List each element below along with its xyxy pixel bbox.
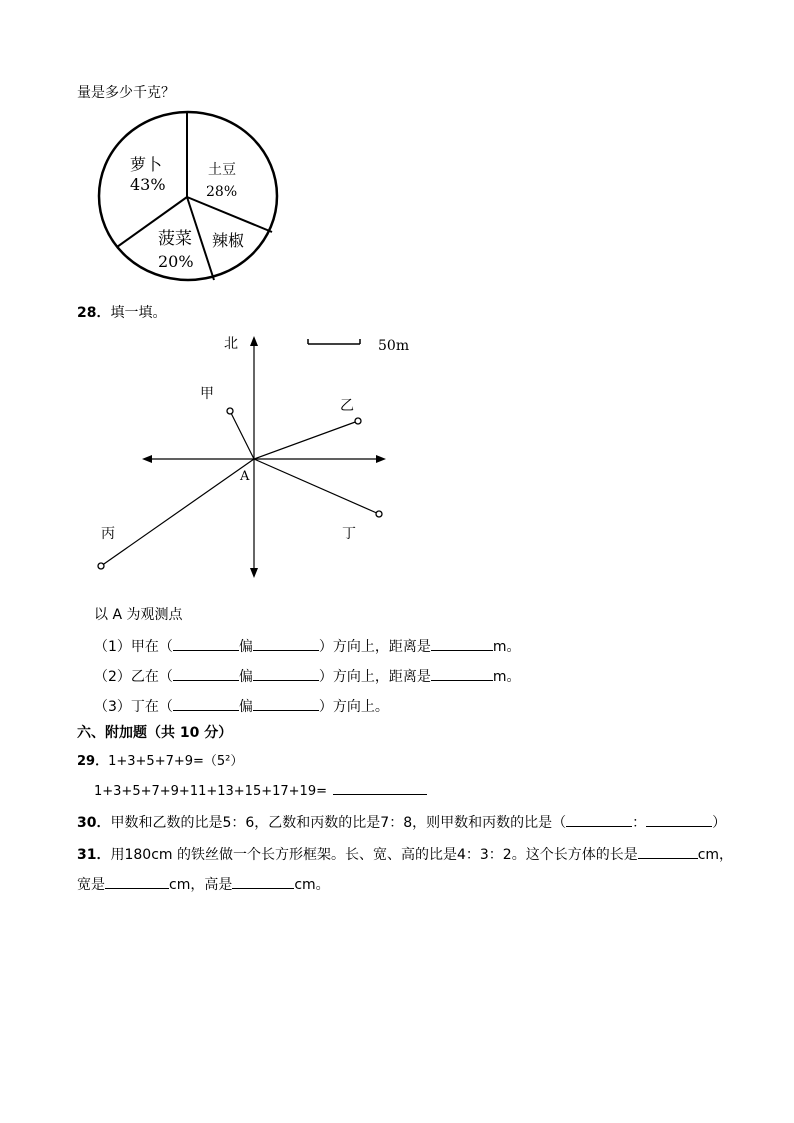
west-arrow (142, 455, 152, 463)
item1-mid: 偏 (238, 639, 253, 655)
q29-line2 (94, 780, 427, 799)
slice-lajiao-name: 辣椒 (212, 231, 245, 250)
item3-mid: 偏 (238, 699, 253, 715)
q31-text: 用180cm 的铁丝做一个长方形框架。长、宽、高的比是4：3：2。这个长方体的长是 (110, 847, 638, 863)
q28-item-2 (94, 666, 521, 686)
point-yi (355, 418, 361, 424)
item1-suffix: ）方向上，距离是 (318, 639, 431, 655)
q29-example: 1+3+5+7+9=（5²） (108, 754, 244, 769)
slice-luobo-pct: 43% (130, 175, 166, 194)
q31-blank-height[interactable] (232, 874, 294, 889)
item1-unit: m。 (492, 639, 521, 655)
south-arrow (250, 568, 258, 578)
q28-item-3 (94, 696, 389, 716)
item2-mid: 偏 (238, 669, 253, 685)
point-jia (227, 408, 233, 414)
slice-bocai-name: 菠菜 (158, 229, 192, 249)
item1-blank-a[interactable] (173, 636, 239, 651)
point-bing (98, 563, 104, 569)
q30-blank-b[interactable] (646, 812, 712, 827)
item1-prefix: （1）甲在（ (94, 639, 173, 655)
q28-title (77, 302, 166, 322)
q28-item-1 (94, 636, 521, 656)
q30-number: 30． (77, 815, 111, 831)
item3-blank-a[interactable] (173, 696, 239, 711)
item3-suffix: ）方向上。 (318, 699, 389, 715)
point-ding (376, 511, 382, 517)
q31-number: 31． (77, 847, 111, 863)
slice-tudou-pct: 28% (206, 184, 238, 200)
section-6-heading: 六、附加题（共 10 分） (77, 725, 233, 741)
q29-blank[interactable] (333, 780, 427, 795)
q31-l2-prefix: 宽是 (77, 877, 105, 893)
q31-unit1: cm， (697, 847, 734, 863)
pie-chart (96, 110, 282, 284)
pie-divider-right (187, 197, 272, 232)
q29-expression: 1+3+5+7+9+11+13+15+17+19= (94, 784, 327, 799)
east-arrow (376, 455, 386, 463)
q31-unit2: cm，高是 (169, 877, 233, 893)
item3-blank-b[interactable] (253, 696, 319, 711)
item2-blank-distance[interactable] (431, 666, 493, 681)
q30 (77, 812, 726, 832)
ray-yi (254, 421, 358, 459)
label-yi: 乙 (340, 398, 354, 414)
ray-ding (254, 459, 379, 514)
slice-luobo-name: 萝卜 (130, 155, 163, 174)
label-ding: 丁 (342, 526, 356, 542)
q31-unit3: cm。 (294, 877, 330, 893)
q31-line2 (77, 874, 330, 894)
slice-tudou-name: 土豆 (208, 162, 236, 178)
q30-close: ） (712, 815, 727, 831)
item1-blank-distance[interactable] (431, 636, 493, 651)
q29-line1 (77, 750, 243, 769)
item2-suffix: ）方向上，距离是 (318, 669, 431, 685)
direction-diagram (90, 328, 420, 586)
q31-blank-width[interactable] (105, 874, 169, 889)
slice-bocai-pct: 20% (158, 252, 194, 271)
q29-number: 29． (77, 754, 109, 769)
q30-blank-a[interactable] (566, 812, 632, 827)
q30-colon: ： (632, 815, 647, 831)
ray-bing (101, 459, 254, 566)
observe-point: 以 A 为观测点 (94, 607, 183, 623)
q30-text: 甲数和乙数的比是5：6，乙数和丙数的比是7：8，则甲数和丙数的比是（ (110, 815, 567, 831)
north-label: 北 (224, 336, 238, 352)
item2-blank-a[interactable] (173, 666, 239, 681)
item3-prefix: （3）丁在（ (94, 699, 173, 715)
item2-blank-b[interactable] (253, 666, 319, 681)
q31-line1 (77, 844, 733, 864)
q28-number: 28． (77, 305, 111, 321)
label-jia: 甲 (200, 386, 214, 402)
scale-label: 50m (378, 338, 410, 354)
q31-blank-length[interactable] (638, 844, 698, 859)
item2-prefix: （2）乙在（ (94, 669, 173, 685)
item2-unit: m。 (492, 669, 521, 685)
q28-text: 填一填。 (110, 305, 167, 321)
north-arrow (250, 336, 258, 346)
q27-tail: 量是多少千克？ (77, 85, 175, 101)
item1-blank-b[interactable] (253, 636, 319, 651)
ray-jia (230, 411, 254, 459)
origin-label: A (240, 469, 250, 484)
label-bing: 丙 (101, 526, 115, 542)
